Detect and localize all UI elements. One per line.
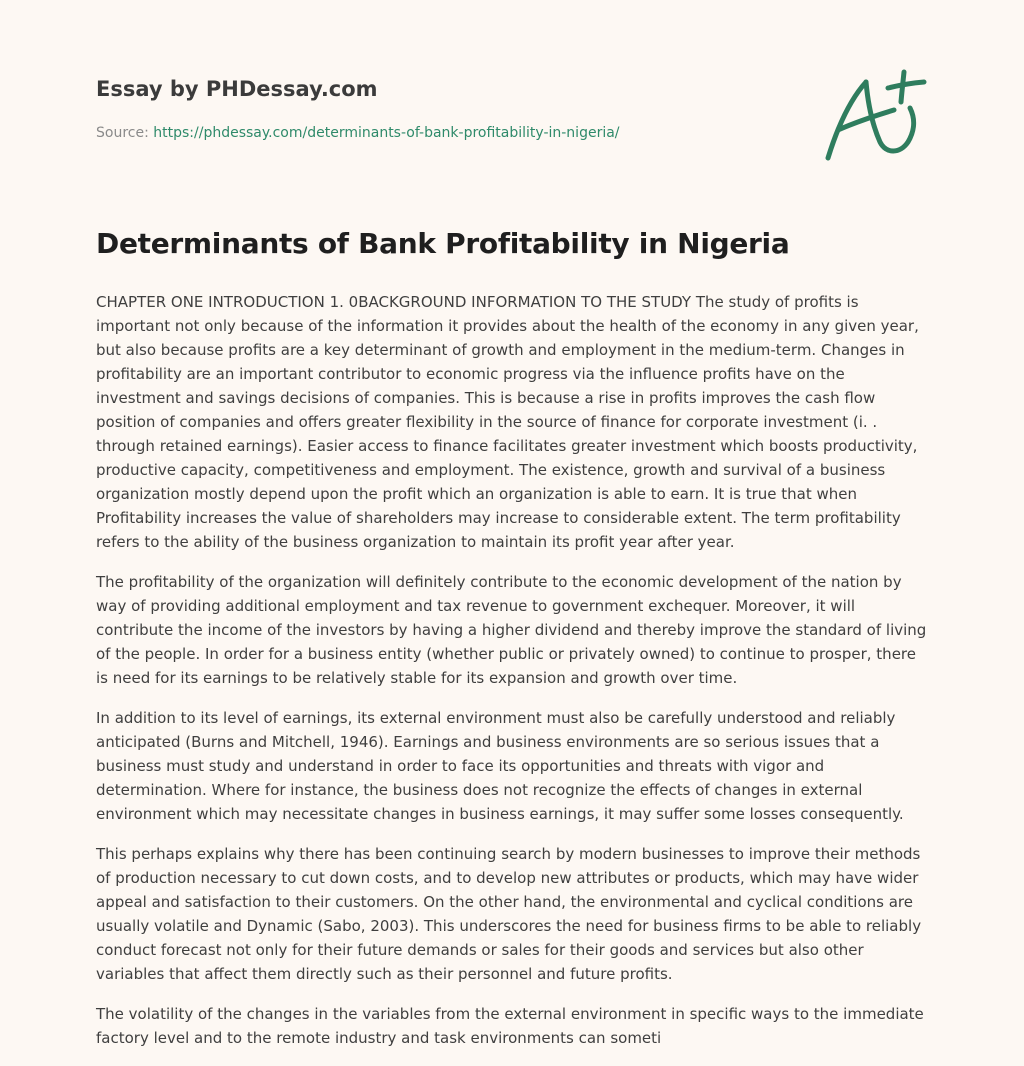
essay-content: [96, 222, 932, 1066]
essay-paragraph: The profitability of the organization will definitely contribute to the economic development of the nation by way of providing additional employment and tax revenue to government exchequer. Moreover, it will contribute the income of the investors by having a higher dividend and thereby improve the standard of living of the people. In order for a business entity (whether public or privately owned) to continue to prosper, there is need for its earnings to be relatively stable for its expansion and growth over time.: [96, 573, 927, 687]
source-link[interactable]: https://phdessay.com/determinants-of-bank-profitability-in-nigeria/: [153, 125, 620, 141]
source-line: [96, 123, 620, 143]
page-header: [96, 74, 796, 141]
site-brand: Essay by PHDessay.com: [96, 77, 378, 101]
essay-paragraph: This perhaps explains why there has been continuing search by modern businesses to improve their methods of production necessary to cut down costs, and to develop new attributes or products, which may have wider appeal and satisfaction to their customers. On the other hand, the environmental and cyclical conditions are usually volatile and Dynamic (Sabo, 2003). This underscores the need for business firms to be able to reliably conduct forecast not only for their future demands or sales for their goods and services but also other variables that affect them directly such as their personnel and future profits.: [96, 845, 922, 983]
essay-paragraph: In addition to its level of earnings, its external environment must also be carefully understood and reliably anticipated (Burns and Mitchell, 1946). Earnings and business environments are so serious issues that a business must study and understand in order to face its opportunities and threats with vigor and determination. Where for instance, the business does not recognize the effects of changes in external environment which may necessitate changes in business earnings, it may suffer some losses consequently.: [96, 709, 904, 823]
essay-paragraph: CHAPTER ONE INTRODUCTION 1. 0BACKGROUND INFORMATION TO THE STUDY The study of profits is important not only because of the information it provides about the health of the economy in any given year, but also because profits are a key determinant of growth and employment in the medium-term. Changes in profitability are an important contributor to economic progress via the influence profits have on the investment and savings decisions of companies. This is because a rise in profits improves the cash flow position of companies and offers greater flexibility in the source of finance for corporate investment (i. . through retained earnings). Easier access to finance facilitates greater investment which boosts productivity, productive capacity, competitiveness and employment. The existence, growth and survival of a business organization mostly depend upon the profit which an organization is able to earn. It is true that when Profitability increases the value of shareholders may increase to considerable extent. The term profitability refers to the ability of the business organization to maintain its profit year after year.: [96, 293, 919, 551]
source-label: Source:: [96, 125, 154, 141]
a-plus-grade-icon: [822, 68, 928, 164]
essay-paragraph: The volatility of the changes in the variables from the external environment in specific ways to the immediate factory level and to the remote industry and task environments can someti: [96, 1005, 924, 1047]
essay-title: Determinants of Bank Profitability in Nigeria: [96, 227, 790, 260]
